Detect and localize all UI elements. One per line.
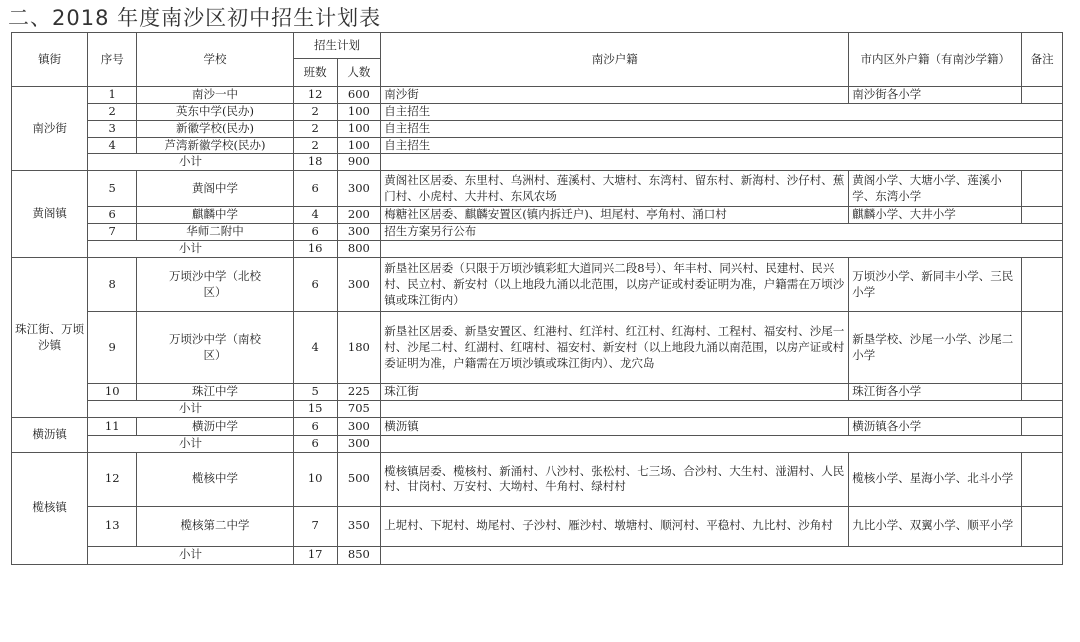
- people-cell: 180: [337, 312, 381, 384]
- seq-cell: 9: [88, 312, 137, 384]
- classes-cell: 2: [293, 137, 337, 154]
- remark-cell: [1022, 258, 1063, 312]
- seq-cell: 1: [88, 87, 137, 104]
- hukou-cell: 上坭村、下坭村、坳尾村、子沙村、雁沙村、墩塘村、顺河村、平稳村、九比村、沙角村: [381, 506, 849, 546]
- classes-cell: 2: [293, 120, 337, 137]
- people-cell: 350: [337, 506, 381, 546]
- seq-cell: 6: [88, 207, 137, 224]
- subtotal-classes: 6: [293, 436, 337, 453]
- outside-cell: 万顷沙小学、新同丰小学、三民小学: [849, 258, 1022, 312]
- school-cell: 芦湾新徽学校(民办): [137, 137, 294, 154]
- seq-cell: 11: [88, 418, 137, 436]
- people-cell: 100: [337, 103, 381, 120]
- table-row: [12, 418, 1063, 436]
- people-cell: 500: [337, 452, 381, 506]
- people-cell: 600: [337, 87, 381, 104]
- subtotal-label: 小计: [88, 241, 294, 258]
- subtotal-row: [12, 546, 1063, 564]
- school-cell: 南沙一中: [137, 87, 294, 104]
- seq-cell: 10: [88, 384, 137, 401]
- remark-cell: [1022, 384, 1063, 401]
- school-cell: 榄核第二中学: [137, 506, 294, 546]
- subtotal-classes: 18: [293, 154, 337, 171]
- hukou-cell: 自主招生: [381, 137, 1063, 154]
- town-cell: 南沙街: [12, 87, 88, 171]
- table-row: [12, 171, 1063, 207]
- enrollment-plan-table: [11, 32, 1063, 565]
- hukou-cell: 自主招生: [381, 120, 1063, 137]
- classes-cell: 5: [293, 384, 337, 401]
- hukou-cell: 珠江街: [381, 384, 849, 401]
- people-cell: 100: [337, 120, 381, 137]
- school-cell: 珠江中学: [137, 384, 294, 401]
- classes-cell: 6: [293, 418, 337, 436]
- school-cell: 榄核中学: [137, 452, 294, 506]
- hukou-cell: 自主招生: [381, 103, 1063, 120]
- subtotal-empty: [381, 436, 1063, 453]
- outside-cell: 新垦学校、沙尾一小学、沙尾二小学: [849, 312, 1022, 384]
- town-cell: 黄阁镇: [12, 171, 88, 258]
- seq-cell: 8: [88, 258, 137, 312]
- outside-cell: 榄核小学、星海小学、北斗小学: [849, 452, 1022, 506]
- header-town: 镇街: [12, 33, 88, 87]
- table-row: [12, 207, 1063, 224]
- remark-cell: [1022, 87, 1063, 104]
- hukou-cell: 横沥镇: [381, 418, 849, 436]
- seq-cell: 2: [88, 103, 137, 120]
- subtotal-row: [12, 401, 1063, 418]
- subtotal-label: 小计: [88, 436, 294, 453]
- subtotal-row: [12, 154, 1063, 171]
- town-cell: 横沥镇: [12, 418, 88, 453]
- subtotal-row: [12, 241, 1063, 258]
- subtotal-people: 850: [337, 546, 381, 564]
- table-row: [12, 452, 1063, 506]
- hukou-cell: 黄阁社区居委、东里村、乌洲村、莲溪村、大塘村、东湾村、留东村、新海村、沙仔村、蕉门村、小虎村、大井村、东风农场: [381, 171, 849, 207]
- remark-cell: [1022, 171, 1063, 207]
- remark-cell: [1022, 506, 1063, 546]
- people-cell: 300: [337, 171, 381, 207]
- outside-cell: 横沥镇各小学: [849, 418, 1022, 436]
- people-cell: 300: [337, 224, 381, 241]
- subtotal-empty: [381, 546, 1063, 564]
- school-cell: 英东中学(民办): [137, 103, 294, 120]
- header-plan: 招生计划: [293, 33, 380, 59]
- people-cell: 225: [337, 384, 381, 401]
- school-cell: 黄阁中学: [137, 171, 294, 207]
- header-seq: 序号: [88, 33, 137, 87]
- classes-cell: 4: [293, 312, 337, 384]
- subtotal-classes: 15: [293, 401, 337, 418]
- school-cell: 横沥中学: [137, 418, 294, 436]
- people-cell: 300: [337, 258, 381, 312]
- classes-cell: 12: [293, 87, 337, 104]
- subtotal-people: 705: [337, 401, 381, 418]
- seq-cell: 7: [88, 224, 137, 241]
- subtotal-row: [12, 436, 1063, 453]
- page-title: 二、2018 年度南沙区初中招生计划表: [8, 6, 382, 30]
- seq-cell: 5: [88, 171, 137, 207]
- school-cell: 新徽学校(民办): [137, 120, 294, 137]
- subtotal-empty: [381, 154, 1063, 171]
- hukou-cell: 新垦社区居委（只限于万顷沙镇彩虹大道同兴二段8号）、年丰村、同兴村、民建村、民兴村、民立村、新安村（以上地段九涌以北范围，以房产证或村委证明为准，户籍需在万顷沙镇或珠江街内）: [381, 258, 849, 312]
- table-row: [12, 103, 1063, 120]
- remark-cell: [1022, 452, 1063, 506]
- header-nansha-hukou: 南沙户籍: [381, 33, 849, 87]
- table-row: [12, 224, 1063, 241]
- subtotal-classes: 16: [293, 241, 337, 258]
- subtotal-empty: [381, 401, 1063, 418]
- header-outside-hukou: 市内区外户籍（有南沙学籍）: [849, 33, 1022, 87]
- table-row: [12, 312, 1063, 384]
- school-cell: 万顷沙中学（南校区）: [137, 312, 294, 384]
- seq-cell: 13: [88, 506, 137, 546]
- header-school: 学校: [137, 33, 294, 87]
- people-cell: 100: [337, 137, 381, 154]
- remark-cell: [1022, 207, 1063, 224]
- hukou-cell: 榄核镇居委、榄核村、新涌村、八沙村、张松村、七三场、合沙村、大生村、湴湄村、人民村、甘岗村、万安村、大坳村、牛角村、绿村村: [381, 452, 849, 506]
- outside-cell: 珠江街各小学: [849, 384, 1022, 401]
- header-remark: 备注: [1022, 33, 1063, 87]
- table-row: [12, 506, 1063, 546]
- seq-cell: 3: [88, 120, 137, 137]
- header-people: 人数: [337, 59, 381, 87]
- hukou-cell: 招生方案另行公布: [381, 224, 1063, 241]
- classes-cell: 7: [293, 506, 337, 546]
- outside-cell: 黄阁小学、大塘小学、莲溪小学、东湾小学: [849, 171, 1022, 207]
- table-row: [12, 258, 1063, 312]
- school-cell: 万顷沙中学（北校区）: [137, 258, 294, 312]
- subtotal-people: 800: [337, 241, 381, 258]
- school-cell: 华师二附中: [137, 224, 294, 241]
- classes-cell: 6: [293, 258, 337, 312]
- seq-cell: 4: [88, 137, 137, 154]
- subtotal-empty: [381, 241, 1063, 258]
- outside-cell: 麒麟小学、大井小学: [849, 207, 1022, 224]
- classes-cell: 2: [293, 103, 337, 120]
- outside-cell: 九比小学、双翼小学、顺平小学: [849, 506, 1022, 546]
- classes-cell: 10: [293, 452, 337, 506]
- town-cell: 榄核镇: [12, 452, 88, 564]
- header-classes: 班数: [293, 59, 337, 87]
- subtotal-classes: 17: [293, 546, 337, 564]
- outside-cell: 南沙街各小学: [849, 87, 1022, 104]
- table-row: [12, 137, 1063, 154]
- subtotal-people: 300: [337, 436, 381, 453]
- table-row: [12, 87, 1063, 104]
- classes-cell: 6: [293, 224, 337, 241]
- subtotal-label: 小计: [88, 546, 294, 564]
- school-cell: 麒麟中学: [137, 207, 294, 224]
- people-cell: 200: [337, 207, 381, 224]
- subtotal-label: 小计: [88, 154, 294, 171]
- hukou-cell: 新垦社区居委、新垦安置区、红港村、红洋村、红江村、红海村、工程村、福安村、沙尾一村、沙尾二村、红湖村、红嗐村、福安村、新安村（以上地段九涌以南范围，以房产证或村委证明为准，户籍需在万顷沙镇或珠江街内）、龙穴岛: [381, 312, 849, 384]
- classes-cell: 6: [293, 171, 337, 207]
- remark-cell: [1022, 312, 1063, 384]
- subtotal-label: 小计: [88, 401, 294, 418]
- table-row: [12, 120, 1063, 137]
- hukou-cell: 梅糖社区居委、麒麟安置区(镇内拆迁户)、坦尾村、亭角村、涌口村: [381, 207, 849, 224]
- table-row: [12, 384, 1063, 401]
- town-cell: 珠江街、万顷沙镇: [12, 258, 88, 418]
- hukou-cell: 南沙街: [381, 87, 849, 104]
- classes-cell: 4: [293, 207, 337, 224]
- remark-cell: [1022, 418, 1063, 436]
- subtotal-people: 900: [337, 154, 381, 171]
- seq-cell: 12: [88, 452, 137, 506]
- people-cell: 300: [337, 418, 381, 436]
